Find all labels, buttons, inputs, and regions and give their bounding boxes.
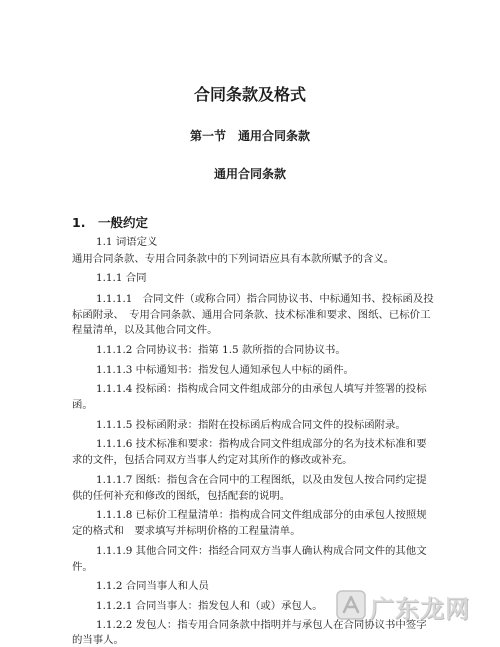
paragraph-line: 1.1.2 合同当事人和人员: [96, 580, 209, 592]
paragraph-line: 1.1.1.1 合同文件（或称合同）指合同协议书、中标通知书、投标函及投: [96, 293, 434, 305]
section-heading: 第一节 通用合同条款: [189, 129, 310, 143]
paragraph-line: 1.1 词语定义: [96, 236, 158, 248]
paragraph-line: 1.1.1.2 合同协议书：指第 1.5 款所指的合同协议书。: [96, 344, 346, 356]
chapter-heading: 1. 一般约定: [72, 215, 148, 230]
paragraph-line: 1.1.1.6 技术标准和要求：指构成合同文件组成部分的名为技术标准和要: [96, 438, 427, 450]
paragraph-line: 1.1.2.1 合同当事人：指发包人和（或）承包人。: [96, 600, 323, 612]
paragraph-line: 定的格式和 要求填写并标明价格的工程量清单。: [72, 525, 301, 537]
subsection-heading: 通用合同条款: [213, 167, 286, 181]
paragraph-line: 通用合同条款、专用合同条款中的下列词语应具有本款所赋予的含义。: [72, 253, 395, 265]
paragraph-line: 函。: [72, 399, 93, 411]
watermark-text: 广东龙网: [370, 595, 470, 623]
paragraph-line: 1.1.1.3 中标通知书：指发包人通知承包人中标的函件。: [96, 364, 354, 376]
paragraph-line: 1.1.1.9 其他合同文件：指经合同双方当事人确认构成合同文件的其他文: [96, 545, 427, 557]
paragraph-line: 1.1.1 合同: [96, 272, 147, 284]
paragraph-line: 1.1.1.4 投标函：指构成合同文件组成部分的由承包人填写并签署的投标: [96, 383, 427, 395]
paragraph-line: 标函附录、 专用合同条款、通用合同条款、技术标准和要求、图纸、已标价工: [72, 309, 431, 321]
paragraph-line: 1.1.1.5 投标函附录：指附在投标函后构成合同文件的投标函附录。: [96, 419, 406, 431]
paragraph-line: 1.1.2.2 发包人：指专用合同条款中指明并与承包人在合同协议书中签字: [96, 619, 427, 631]
paragraph-line: 的当事人。: [72, 634, 124, 646]
paragraph-line: 供的任何补充和修改的图纸，包括配套的说明。: [72, 490, 291, 502]
paragraph-line: 程量清单，以及其他合同文件。: [72, 324, 218, 336]
paragraph-line: 1.1.1.7 图纸：指包含在合同中的工程图纸，以及由发包人按合同约定提: [96, 474, 427, 486]
watermark: [334, 585, 484, 625]
paragraph-line: 1.1.1.8 已标价工程量清单：指构成合同文件组成部分的由承包人按照规: [96, 509, 427, 521]
logo-icon: [334, 588, 368, 622]
document-title: 合同条款及格式: [193, 85, 306, 104]
paragraph-line: 求的文件，包括合同双方当事人约定对其所作的修改或补充。: [72, 454, 353, 466]
paragraph-line: 件。: [72, 561, 93, 573]
